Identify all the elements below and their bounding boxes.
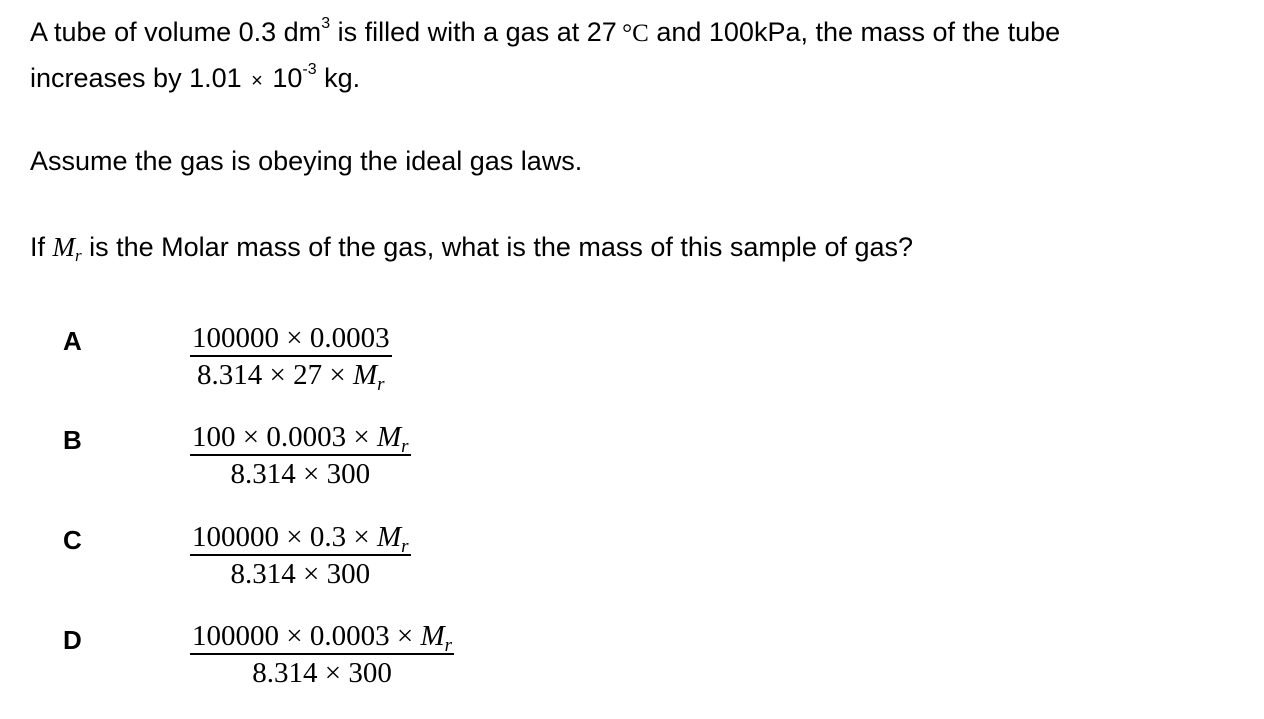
question-line-1 xyxy=(30,15,1060,51)
option-d-letter[interactable]: D xyxy=(63,625,82,655)
question-line-3-part-2: is the Molar mass of the gas, what is the mass of this sample of gas? xyxy=(81,232,914,262)
option-b-numerator: $100 \times 0.0003 \times M_r$ xyxy=(192,421,409,457)
molar-mass-variable: $M_r$ xyxy=(420,620,453,656)
question-line-2-part-1: increases by 1.01 xyxy=(30,63,250,93)
option-a-denominator: $8.314 \times 27 \times M_r$ xyxy=(197,359,385,395)
option-b-fraction[interactable] xyxy=(190,421,411,490)
question-line-1-part-2: is filled with a gas at 27 xyxy=(330,17,623,47)
degrees-celsius-unit: °C xyxy=(622,20,649,47)
molar-mass-variable: $M_r$ xyxy=(353,359,385,395)
molar-mass-variable: $M_r$ xyxy=(376,421,409,457)
option-d-fraction[interactable] xyxy=(190,620,454,689)
question-line-2 xyxy=(30,61,360,98)
option-b-denominator: 8.314 × 300 xyxy=(230,458,371,490)
question-line-3-part-1: If xyxy=(30,232,53,262)
option-c-numerator: $100000 \times 0.3 \times M_r$ xyxy=(192,521,409,557)
option-d-denominator: 8.314 × 300 xyxy=(252,657,392,689)
option-a-fraction[interactable] xyxy=(190,322,392,395)
times-symbol: × xyxy=(251,70,263,92)
question-line-2-part-2: 10 xyxy=(264,63,303,93)
option-a-numerator: 100000 × 0.0003 xyxy=(190,322,392,357)
question-line-1-part-1: A tube of volume 0.3 dm xyxy=(30,17,322,47)
question-line-2-part-3: kg. xyxy=(316,63,361,93)
exponent-superscript: -3 xyxy=(302,61,317,78)
assumption-text: Assume the gas is obeying the ideal gas laws. xyxy=(30,146,583,176)
option-b-letter[interactable]: B xyxy=(63,425,82,455)
molar-mass-variable: $M_r$ xyxy=(52,232,82,265)
option-d-numerator: $100000 \times 0.0003 \times M_r$ xyxy=(192,620,453,656)
molar-mass-variable: $M_r$ xyxy=(376,521,409,557)
option-c-fraction[interactable] xyxy=(190,521,411,590)
option-c-letter[interactable]: C xyxy=(63,525,82,555)
option-a-letter[interactable]: A xyxy=(63,326,82,356)
question-line-1-part-3: and 100kPa, the mass of the tube xyxy=(648,17,1061,47)
cubed-superscript: 3 xyxy=(321,15,331,32)
question-line-3 xyxy=(30,230,913,264)
option-c-denominator: 8.314 × 300 xyxy=(230,558,371,590)
